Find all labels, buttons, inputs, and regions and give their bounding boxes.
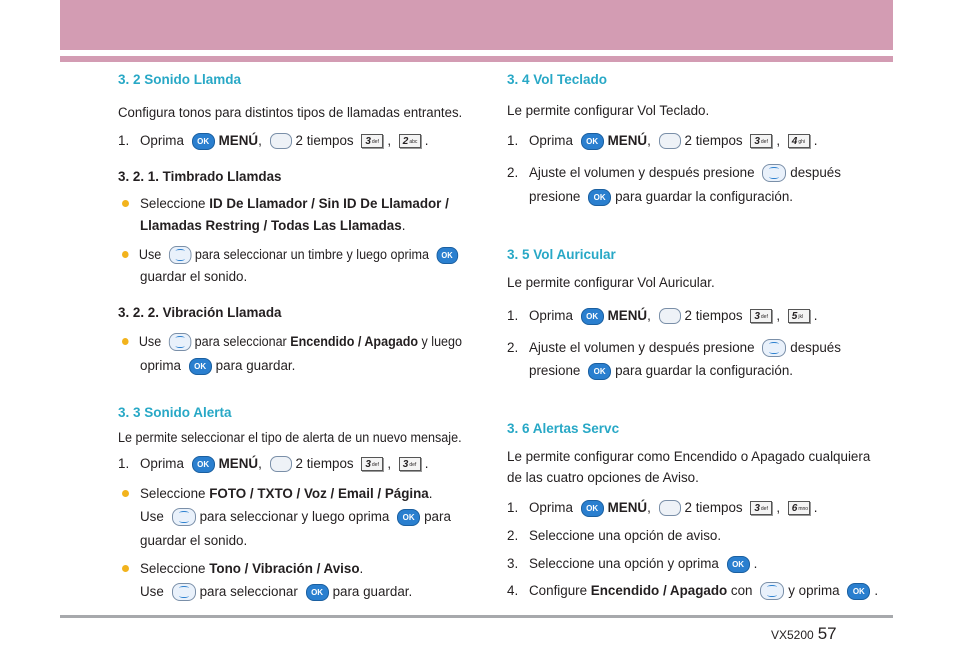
bullet-icon — [122, 490, 129, 497]
paragraph: Le permite configurar como Encendido o Apagado cualquiera — [507, 449, 871, 464]
step-2-continued: presione OK para guardar la configuración. — [529, 189, 794, 204]
navigation-key-icon — [169, 246, 192, 264]
step-1: 1. Oprima OK MENÚ, 2 tiempos $3^{def}$ , $2^{abc}$ . — [118, 133, 429, 148]
key-2-icon: $2^{abc}$ — [399, 134, 421, 148]
paragraph: Le permite configurar Vol Auricular. — [507, 275, 715, 290]
subsection-heading-3-2-1: 3. 2. 1. Timbrado Llamdas — [118, 169, 282, 184]
header-rule — [60, 56, 893, 62]
navigation-key-icon — [172, 508, 196, 526]
bullet-icon — [122, 338, 129, 345]
section-heading-3-6: 3. 6 Alertas Servc — [507, 421, 620, 436]
side-key-icon — [659, 500, 681, 516]
navigation-key-icon — [760, 582, 784, 600]
key-4-icon: $4^{ghi}$ — [788, 134, 810, 148]
side-key-icon — [659, 133, 681, 149]
ok-key-icon: OK — [192, 133, 215, 150]
step-4: 4. Configure Encendido / Apagado con y oprima OK . — [507, 582, 878, 600]
key-3-icon: $3^{def}$ — [750, 501, 772, 515]
side-key-icon — [659, 308, 681, 324]
key-3-icon: $3^{def}$ — [750, 134, 772, 148]
ok-key-icon: OK — [588, 189, 611, 206]
section-heading-3-4: 3. 4 Vol Teclado — [507, 72, 608, 87]
bullet-item-continued: guardar el sonido. — [140, 533, 248, 548]
paragraph: Le permite configurar Vol Teclado. — [507, 103, 710, 118]
section-heading-3-5: 3. 5 Vol Auricular — [507, 247, 616, 262]
step-2: 2. Seleccione una opción de aviso. — [507, 528, 722, 543]
section-heading-3-2: 3. 2 Sonido Llamda — [118, 72, 242, 87]
header-band — [60, 0, 893, 50]
paragraph: Configura tonos para distintos tipos de llamadas entrantes. — [118, 105, 463, 120]
navigation-key-icon — [168, 333, 190, 351]
ok-key-icon: OK — [727, 556, 750, 573]
bullet-icon — [122, 200, 129, 207]
side-key-icon — [270, 133, 292, 149]
bullet-item: Use para seleccionar Encendido / Apagado y luego — [122, 333, 462, 351]
bullet-icon — [122, 565, 129, 572]
bullet-item-continued: guardar el sonido. — [140, 269, 248, 284]
side-key-icon — [270, 456, 292, 472]
subsection-heading-3-2-2: 3. 2. 2. Vibración Llamada — [118, 305, 282, 320]
ok-key-icon: OK — [306, 584, 329, 601]
navigation-key-icon — [172, 583, 196, 601]
step-1: 1. Oprima OK MENÚ, 2 tiempos $3^{def}$ , $6^{mno}$ . — [507, 500, 818, 515]
ok-key-icon: OK — [436, 247, 458, 264]
step-3: 3. Seleccione una opción y oprima OK . — [507, 556, 758, 571]
page-footer — [771, 624, 837, 644]
paragraph: Le permite seleccionar el tipo de alerta de un nuevo mensaje. — [118, 430, 462, 445]
bullet-item: Seleccione Tono / Vibración / Aviso. — [122, 560, 363, 578]
bullet-icon — [122, 251, 129, 258]
bullet-item-continued: Use para seleccionar OK para guardar. — [140, 583, 412, 601]
ok-key-icon: OK — [581, 308, 604, 325]
bullet-item-continued: Use para seleccionar y luego oprima OK para — [140, 508, 451, 526]
paragraph: de las cuatro opciones de Aviso. — [507, 470, 699, 485]
bullet-item: Seleccione ID De Llamador / Sin ID De Llamador / — [122, 195, 449, 213]
key-6-icon: $6^{mno}$ — [788, 501, 810, 515]
bullet-item: Seleccione FOTO / TXTO / Voz / Email / Página. — [122, 485, 432, 503]
bullet-item-continued: Llamadas Restring / Todas Las Llamadas. — [140, 218, 406, 233]
ok-key-icon: OK — [588, 363, 611, 380]
key-3-icon: $3^{def}$ — [750, 309, 772, 323]
ok-key-icon: OK — [847, 583, 870, 600]
key-5-icon: $5^{jkl}$ — [788, 309, 810, 323]
key-3-icon: $3^{def}$ — [361, 134, 383, 148]
ok-key-icon: OK — [581, 133, 604, 150]
step-2-continued: presione OK para guardar la configuración. — [529, 363, 794, 378]
navigation-key-icon — [762, 339, 786, 357]
key-3-icon: $3^{def}$ — [361, 457, 383, 471]
ok-key-icon: OK — [581, 500, 604, 517]
bullet-item-continued: oprima OK para guardar. — [140, 358, 296, 373]
ok-key-icon: OK — [397, 509, 420, 526]
step-2: 2. Ajuste el volumen y después presione después — [507, 339, 841, 357]
model-name: VX5200 — [771, 628, 814, 642]
step-1: 1. Oprima OK MENÚ, 2 tiempos $3^{def}$ , $5^{jkl}$ . — [507, 308, 818, 323]
step-1: 1. Oprima OK MENÚ, 2 tiempos $3^{def}$ , $4^{ghi}$ . — [507, 133, 818, 148]
navigation-key-icon — [762, 164, 786, 182]
step-1: 1. Oprima OK MENÚ, 2 tiempos $3^{def}$ , $3^{def}$ . — [118, 456, 429, 471]
section-heading-3-3: 3. 3 Sonido Alerta — [118, 405, 232, 420]
step-2: 2. Ajuste el volumen y después presione después — [507, 164, 841, 182]
bullet-item: Use para seleccionar un timbre y luego oprima OK — [122, 246, 462, 264]
ok-key-icon: OK — [192, 456, 215, 473]
page-number: 57 — [817, 624, 837, 643]
footer-rule — [60, 615, 893, 618]
ok-key-icon: OK — [189, 358, 212, 375]
key-3-icon: $3^{def}$ — [399, 457, 421, 471]
